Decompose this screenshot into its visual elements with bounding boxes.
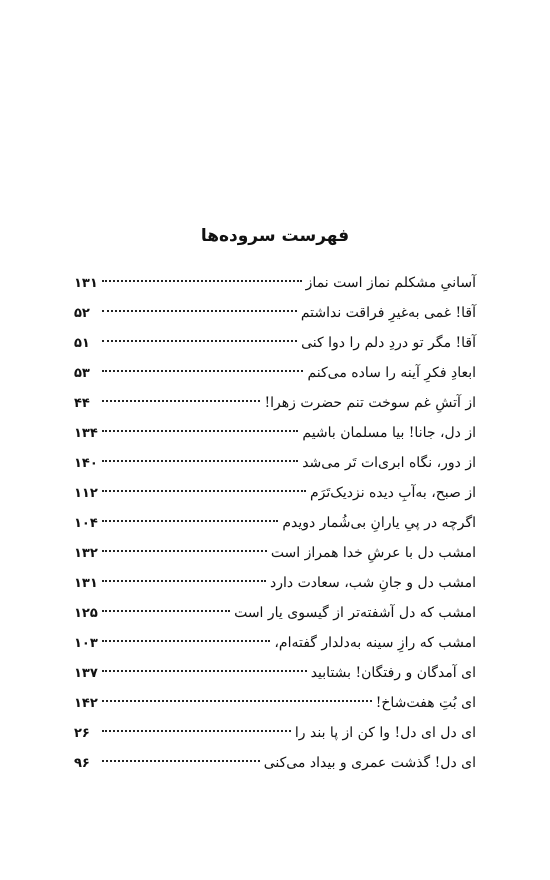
toc-leader-dots bbox=[102, 280, 302, 282]
toc-entry-title: ای دل! گذشت عمری و بیداد می‌کنی bbox=[263, 755, 476, 771]
toc-entry[interactable] bbox=[74, 748, 476, 778]
toc-entry[interactable] bbox=[74, 478, 476, 508]
toc-entry-title: آقا! غمی به‌غیرِ فراقت نداشتم bbox=[300, 305, 476, 321]
toc-entry-page: ۵۳ bbox=[74, 366, 90, 381]
toc-entry[interactable] bbox=[74, 568, 476, 598]
toc-entry-title: از دور، نگاه ابری‌ات تَر می‌شد bbox=[302, 455, 476, 471]
toc-entry-page: ۵۲ bbox=[74, 306, 90, 321]
toc-entry[interactable] bbox=[74, 418, 476, 448]
toc-entry-page: ۱۳۱ bbox=[74, 576, 98, 591]
toc-entry[interactable] bbox=[74, 358, 476, 388]
toc-leader-dots bbox=[102, 520, 278, 522]
toc-entry[interactable] bbox=[74, 718, 476, 748]
toc-leader-dots bbox=[102, 610, 230, 612]
toc-leader-dots bbox=[102, 640, 270, 642]
toc-entry-page: ۱۰۴ bbox=[74, 516, 98, 531]
toc-entry-page: ۱۳۲ bbox=[74, 546, 98, 561]
toc-entry-page: ۱۳۷ bbox=[74, 666, 98, 681]
toc-leader-dots bbox=[102, 760, 260, 762]
toc-entry-page: ۱۲۵ bbox=[74, 606, 98, 621]
toc-title: فهرست سروده‌ها bbox=[200, 226, 350, 246]
toc-entry[interactable] bbox=[74, 328, 476, 358]
toc-entry-page: ۱۳۱ bbox=[74, 276, 98, 291]
toc-leader-dots bbox=[102, 550, 267, 552]
toc-leader-dots bbox=[102, 670, 307, 672]
toc-entry-title: آقا! مگر تو دردِ دلم را دوا کنی bbox=[301, 335, 476, 351]
toc-entry-page: ۱۳۴ bbox=[74, 426, 98, 441]
toc-entry[interactable] bbox=[74, 688, 476, 718]
toc-leader-dots bbox=[102, 430, 298, 432]
toc-entry-page: ۲۶ bbox=[74, 726, 90, 741]
toc-leader-dots bbox=[102, 580, 266, 582]
toc-entry-page: ۹۶ bbox=[74, 756, 90, 771]
toc-entry-page: ۱۱۲ bbox=[74, 486, 98, 501]
toc-leader-dots bbox=[102, 730, 291, 732]
toc-entry[interactable] bbox=[74, 658, 476, 688]
toc-entry-page: ۱۴۰ bbox=[74, 456, 98, 471]
toc-entry[interactable] bbox=[74, 268, 476, 298]
toc-entry-title: آسانیِ مشکلم نماز است نماز bbox=[305, 275, 476, 291]
toc-entry-page: ۴۴ bbox=[74, 396, 90, 411]
toc-entry-title: ای دل ای دل! وا کن از پا بند را bbox=[294, 725, 476, 741]
toc-entry[interactable] bbox=[74, 598, 476, 628]
toc-entry-page: ۵۱ bbox=[74, 336, 90, 351]
toc-entry-title: اگرچه در پیِ یارانِ بی‌شُمار دویدم bbox=[282, 515, 476, 531]
toc-entry-title: امشب که دل آشفته‌تر از گیسوی یار است bbox=[234, 605, 476, 621]
toc-leader-dots bbox=[102, 490, 306, 492]
toc-entry-title: امشب دل و جانِ شب، سعادت دارد bbox=[270, 575, 476, 591]
toc-leader-dots bbox=[102, 460, 298, 462]
toc-entry-page: ۱۰۳ bbox=[74, 636, 98, 651]
toc-entry-title: از آتشِ غم سوخت تنم حضرت زهرا! bbox=[264, 395, 476, 411]
toc-entry[interactable] bbox=[74, 298, 476, 328]
toc-entry[interactable] bbox=[74, 628, 476, 658]
toc-leader-dots bbox=[102, 370, 303, 372]
toc-entry-title: ای آمدگان و رفتگان! بشتابید bbox=[310, 665, 476, 681]
toc-entry-title: امشب که رازِ سینه به‌دلدار گفته‌ام، bbox=[274, 635, 476, 651]
toc-entry[interactable] bbox=[74, 448, 476, 478]
toc-entry[interactable] bbox=[74, 508, 476, 538]
toc-entry[interactable] bbox=[74, 538, 476, 568]
toc-leader-dots bbox=[102, 310, 297, 312]
toc-leader-dots bbox=[102, 340, 297, 342]
toc-entry-page: ۱۴۲ bbox=[74, 696, 98, 711]
toc-entry-title: از صبح، به‌آبِ دیده نزدیک‌تَرَم bbox=[310, 485, 476, 501]
toc-entry-title: امشب دل با عرشِ خدا همراز است bbox=[270, 545, 476, 561]
toc-leader-dots bbox=[102, 400, 260, 402]
toc-entry-title: ابعادِ فکرِ آینه را ساده می‌کنم bbox=[307, 365, 476, 381]
toc-leader-dots bbox=[102, 700, 372, 702]
toc-entry-title: از دل، جانا! بیا مسلمان باشیم bbox=[302, 425, 476, 441]
toc-list bbox=[74, 268, 476, 778]
toc-entry-title: ای بُتِ هفت‌شاخ! bbox=[375, 695, 476, 711]
toc-entry[interactable] bbox=[74, 388, 476, 418]
